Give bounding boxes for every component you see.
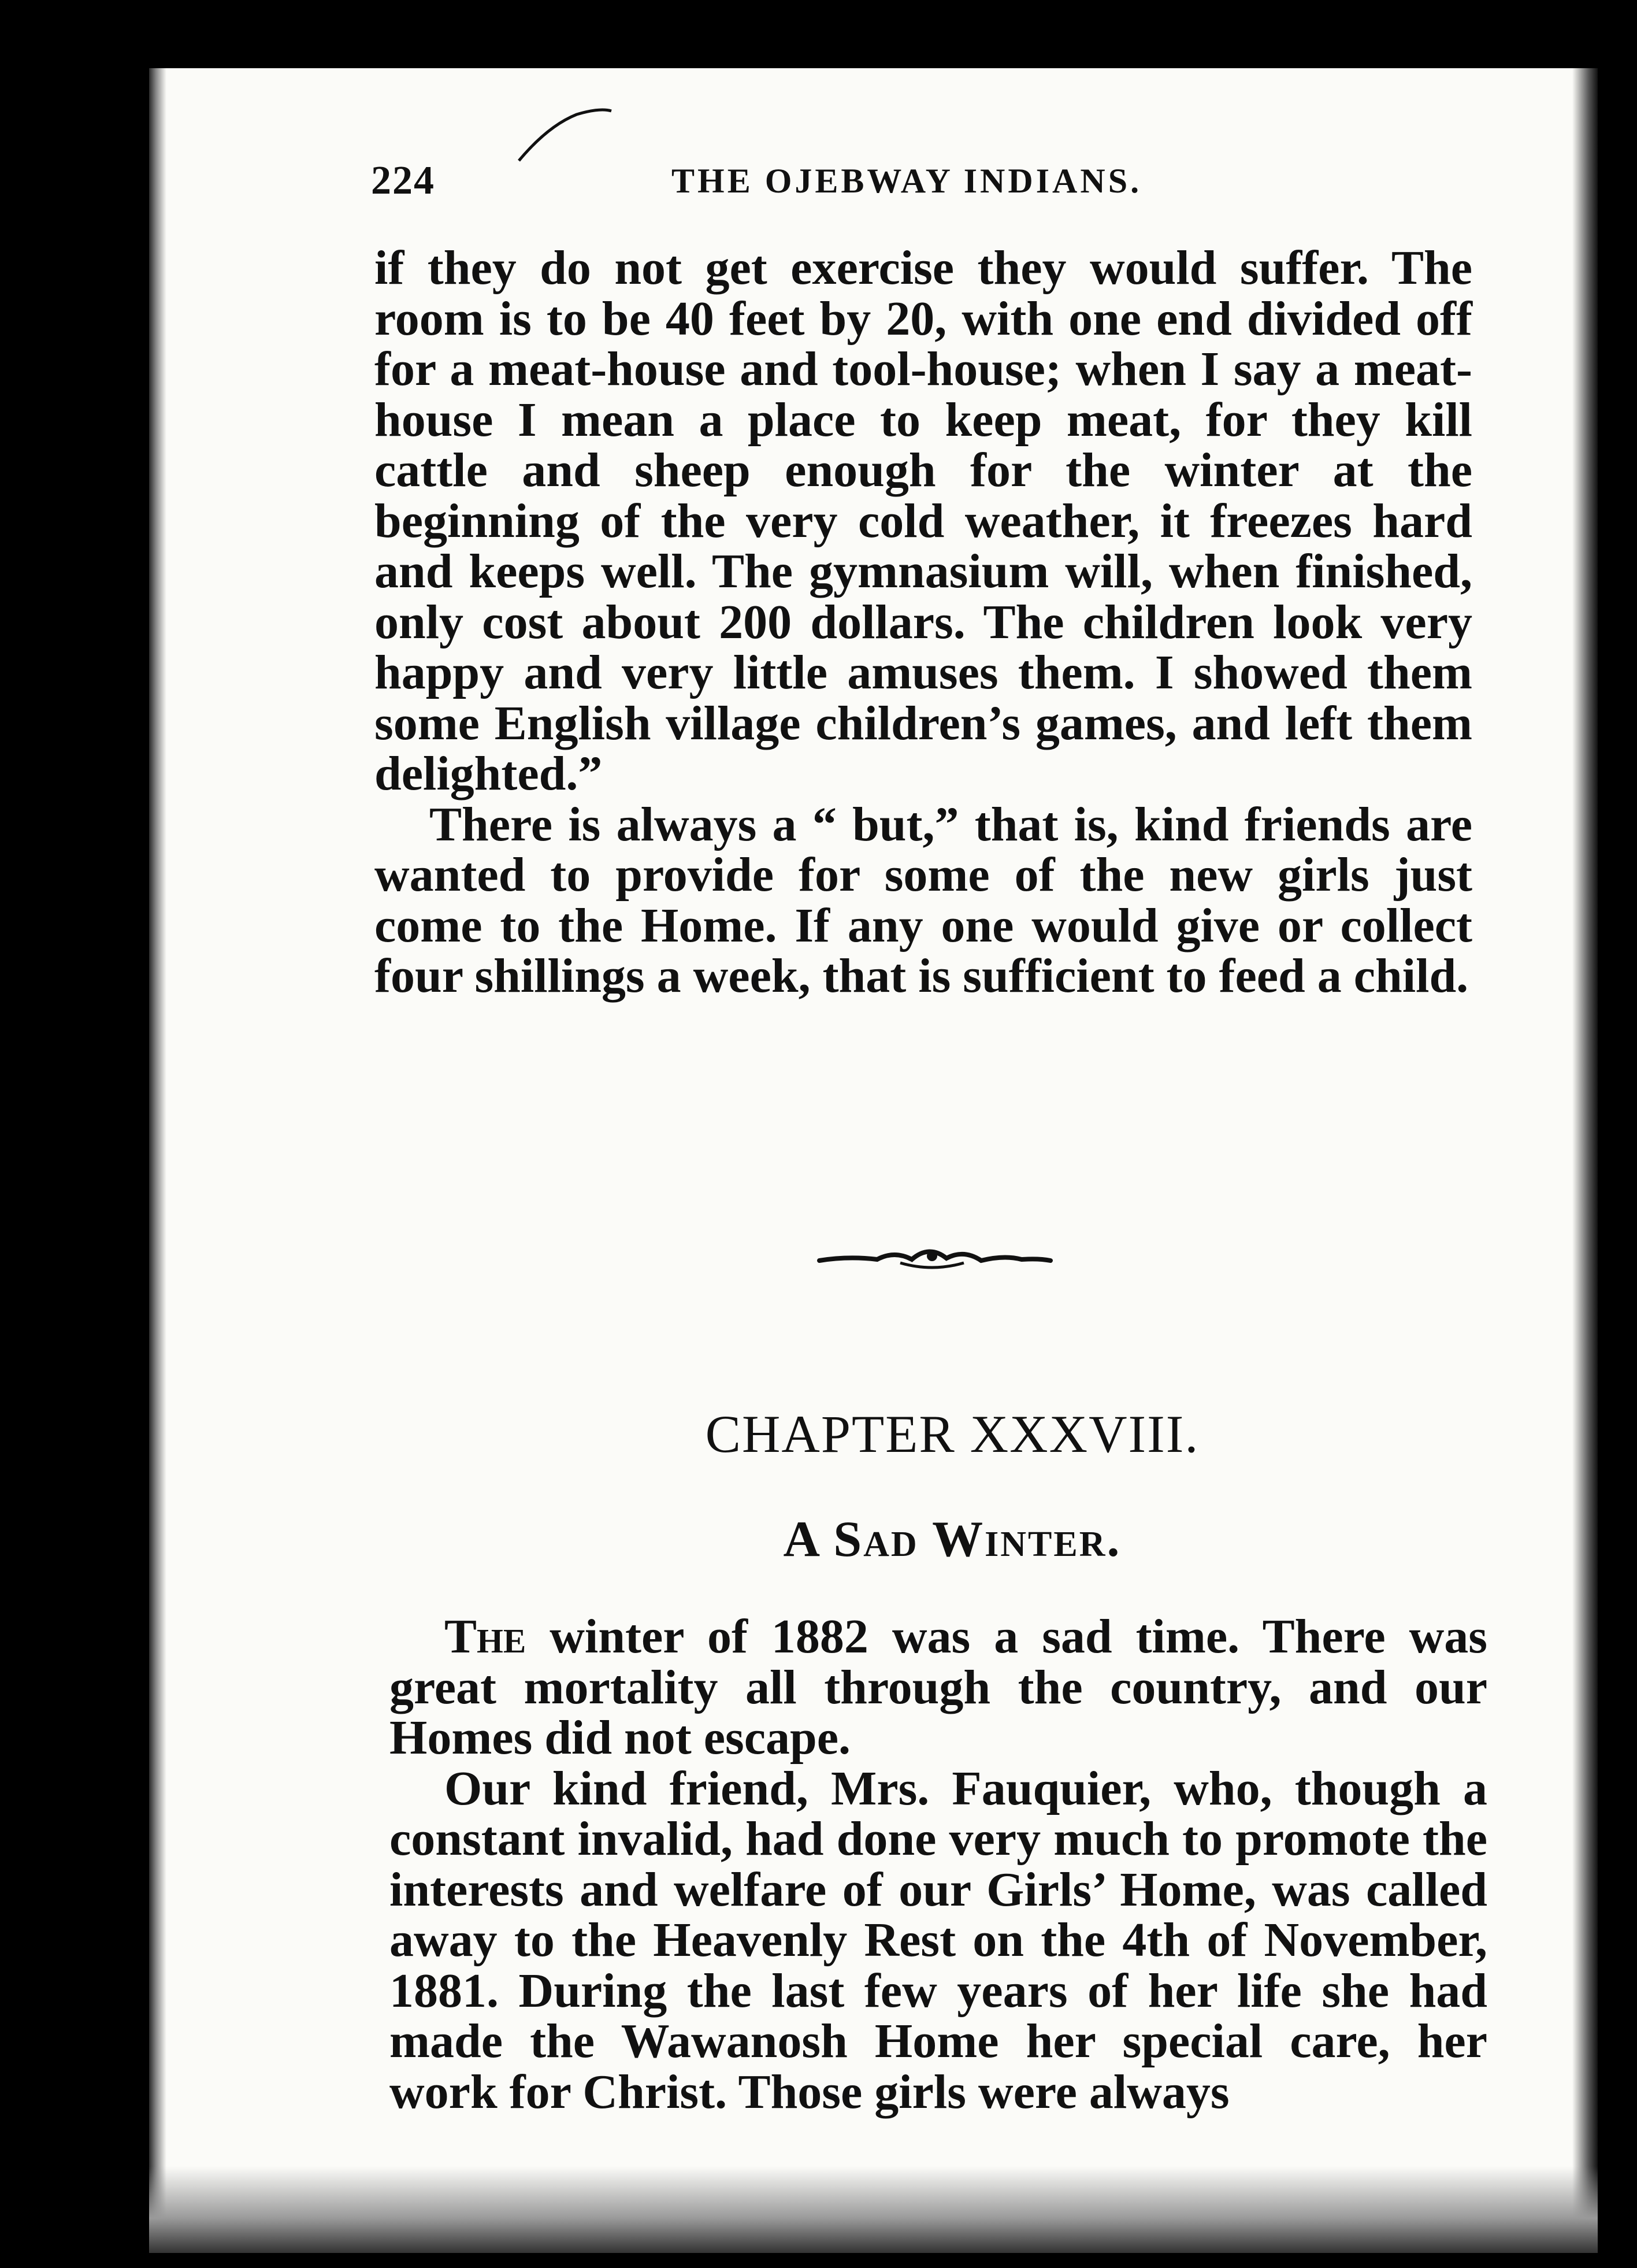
page-left-shadow [149,68,166,2253]
pencil-mark-icon [513,103,617,166]
page-number: 224 [371,158,435,203]
page-header [371,158,1515,221]
page-bottom-wear [149,2166,1598,2253]
chapter-title: CHAPTER XXXVIII. [705,1404,1200,1463]
book-page [149,68,1598,2253]
continued-text-block [374,243,1472,1002]
continued-paragraph: if they do not get exercise they would suffer. The room is to be 40 feet by 20, with one end divided off for a meat-house and tool-house; when I say a meat-house I mean a place to keep meat, for they kill cattle and sheep enough for the winter at the beginning of the very cold weather, it freezes hard and keeps well. The gymnasium will, when finished, only cost about 200 dollars. The children look very happy and very little amuses them. I showed them some English village children’s games, and left them delighted.” [374,241,1472,801]
appeal-paragraph: There is always a “ but,” that is, kind friends are wanted to provide for some of the new girls just come to the Home. If any one would give or collect four shillings a week, that is sufficient to feed a child. [374,797,1472,1003]
paragraph-text: winter of 1882 was a sad time. There was great mortality all through the country, and our Homes did not escape. [389,1610,1487,1765]
chapter-paragraph-2: Our kind friend, Mrs. Fauquier, who, though a constant invalid, had done very much to promote the interests and welfare of our Girls’ Home, was called away to the Heavenly Rest on the 4th of November, 1881. During the last few years of her life she had made the Wawanosh Home her special care, her work for Christ. Those girls were always [389,1761,1487,2119]
drop-word: The [444,1610,526,1663]
chapter-subtitle: A Sad Winter. [783,1511,1122,1567]
decorative-flourish-icon [814,1239,1056,1279]
chapter-paragraph-1 [389,1611,1487,1763]
chapter-text-block [389,1611,1487,2117]
running-head: THE OJEBWAY INDIANS. [671,162,1142,200]
page-right-shadow [1572,68,1598,2253]
